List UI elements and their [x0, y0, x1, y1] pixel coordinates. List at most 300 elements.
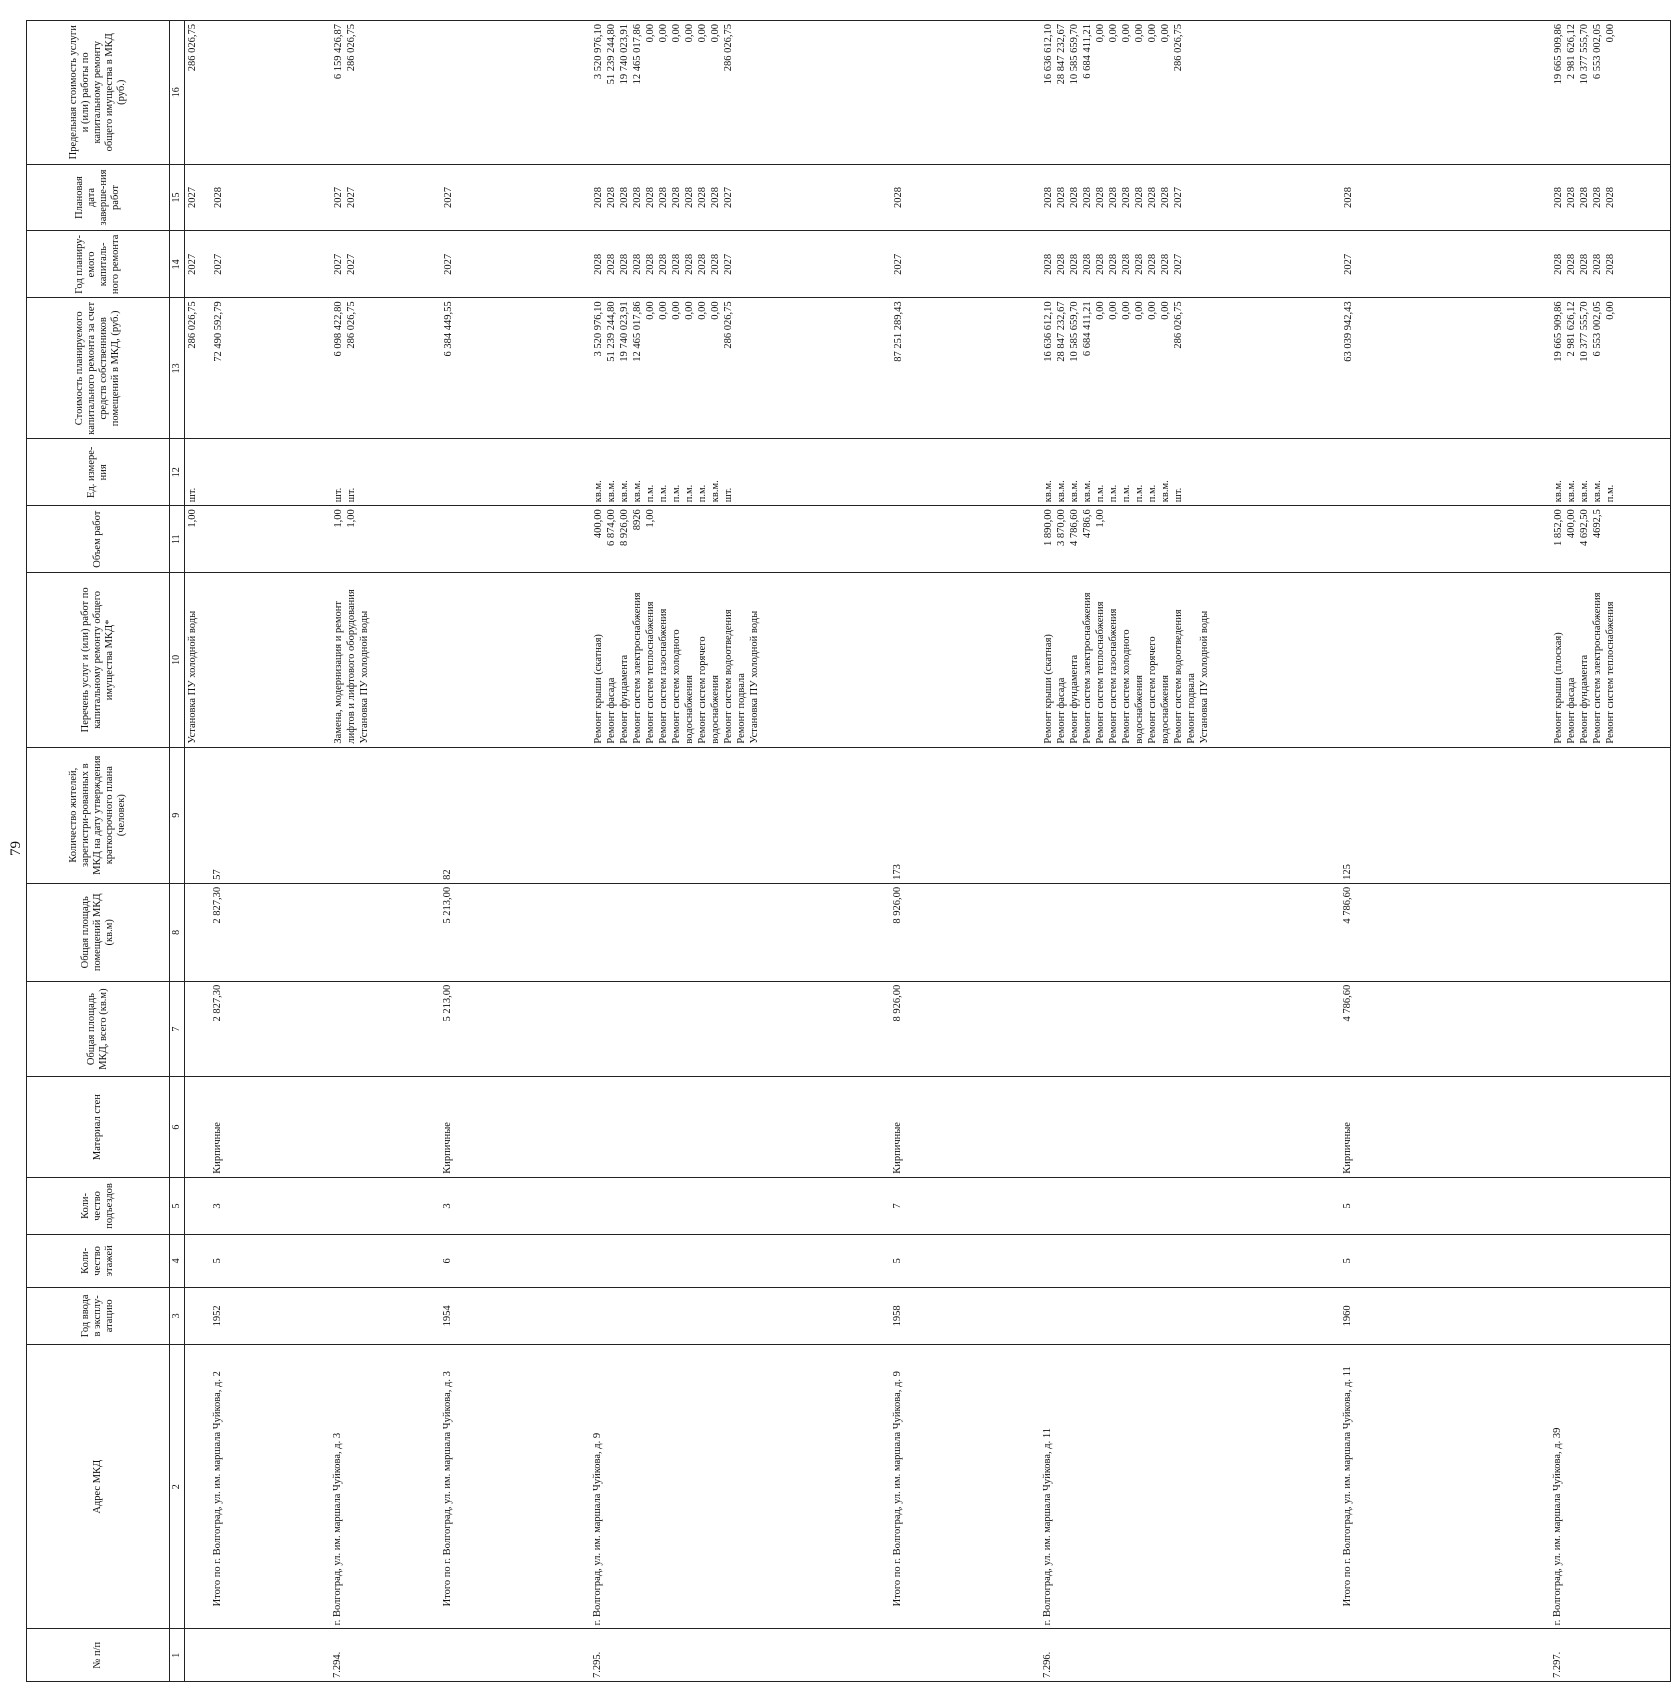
- cell-y15-line: 2028: [1042, 186, 1054, 208]
- cell-cost-line: 0,00: [696, 301, 708, 320]
- cell-res: [1551, 747, 1671, 883]
- cell-mat: [591, 1077, 891, 1177]
- cell-unit: [891, 439, 1041, 506]
- cell-y14-line: 2028: [657, 253, 669, 275]
- cell-lim-line: 12 465 017,86: [631, 24, 643, 85]
- cell-year: [1551, 1287, 1671, 1344]
- cell-cost-line: 2 981 626,12: [1565, 301, 1577, 357]
- cell-lim: [185, 21, 211, 165]
- cell-cost-line: 0,00: [1094, 301, 1106, 320]
- cell-vol: [1341, 506, 1551, 573]
- cell-lim-line: 0,00: [709, 24, 721, 43]
- column-number-row: [170, 21, 185, 1682]
- column-number-15: 15: [170, 164, 185, 231]
- cell-y15: [211, 164, 331, 231]
- cell-y15-line: 2028: [683, 186, 695, 208]
- cell-vol-line: 4 786,60: [1068, 509, 1080, 546]
- cell-area: [331, 981, 441, 1077]
- cell-unit-line: п.м.: [644, 484, 656, 503]
- cell-year: [591, 1287, 891, 1344]
- cell-unit-line: п.м.: [1604, 484, 1616, 503]
- cell-y14: [185, 231, 211, 298]
- cell-lim-line: 16 636 612,10: [1042, 24, 1054, 85]
- cell-y15-line: 2028: [892, 186, 904, 208]
- cell-unit-line: кв.м.: [1042, 480, 1054, 503]
- table-row: [1041, 21, 1341, 1682]
- cell-unit: [1341, 439, 1551, 506]
- cell-y15-line: 2027: [722, 186, 734, 208]
- cell-works-line: Установка ПУ холодной воды: [358, 610, 370, 744]
- cell-lim-line: 286 026,75: [1172, 24, 1184, 72]
- cell-cost: [1041, 298, 1341, 439]
- cell-works-line: Ремонт систем холодного водоснабжения: [1120, 629, 1145, 744]
- header-row: [27, 21, 170, 1682]
- cell-cost-line: 6 098 422,80: [332, 301, 344, 357]
- cell-y14-line: 2028: [1159, 253, 1171, 275]
- cell-unit: [591, 439, 891, 506]
- cell-lim-line: 51 239 244,80: [605, 24, 617, 85]
- cell-unit-line: п.м.: [1146, 484, 1158, 503]
- cell-fl: [1041, 1235, 1341, 1288]
- cell-works-line: Ремонт фундамента: [1578, 654, 1590, 744]
- cell-vol-line: 400,00: [1565, 509, 1577, 539]
- cell-works: [441, 573, 591, 747]
- cell-res: 125: [1341, 747, 1551, 883]
- cell-lim-line: 0,00: [657, 24, 669, 43]
- column-header-8: Общая площадь помещений МКД (кв.м): [27, 883, 170, 981]
- cell-cost-line: 0,00: [670, 301, 682, 320]
- cell-y14-line: 2028: [618, 253, 630, 275]
- cell-lim-line: 3 520 976,10: [592, 24, 604, 80]
- cell-lim-line: 0,00: [1094, 24, 1106, 43]
- cell-vol-line: 4786,6: [1081, 509, 1093, 539]
- cell-year: [1041, 1287, 1341, 1344]
- column-number-10: 10: [170, 573, 185, 747]
- cell-lim-line: 6 684 411,21: [1081, 24, 1093, 79]
- column-number-5: 5: [170, 1177, 185, 1234]
- cell-cost-line: 0,00: [1107, 301, 1119, 320]
- cell-works-line: Ремонт систем водоотведения: [1172, 609, 1184, 744]
- cell-y14-line: 2028: [1565, 253, 1577, 275]
- cell-unit-line: кв.м.: [1081, 480, 1093, 503]
- column-number-2: 2: [170, 1345, 185, 1629]
- cell-unit-line: кв.м.: [605, 480, 617, 503]
- cell-addr: [185, 1345, 211, 1629]
- cell-works-line: Ремонт крыши (плоская): [1552, 632, 1564, 744]
- cell-ent: 3: [441, 1177, 591, 1234]
- cell-y15-line: 2028: [1342, 186, 1354, 208]
- cell-cost-line: 0,00: [644, 301, 656, 320]
- cell-y14: [891, 231, 1041, 298]
- cell-y14-line: 2027: [1342, 253, 1354, 275]
- cell-y14: [1341, 231, 1551, 298]
- cell-works-line: Ремонт систем теплоснабжения: [1094, 601, 1106, 744]
- cell-vol-line: 3 870,00: [1055, 509, 1067, 546]
- cell-y15: [1551, 164, 1671, 231]
- cell-vol: [441, 506, 591, 573]
- cell-unit-line: кв.м.: [1068, 480, 1080, 503]
- column-header-2: Адрес МКД: [27, 1345, 170, 1629]
- cell-y15: [591, 164, 891, 231]
- cell-area2: 5 213,00: [441, 883, 591, 981]
- cell-lim: [1041, 21, 1341, 165]
- cell-lim-line: 0,00: [1120, 24, 1132, 43]
- cell-works-line: Ремонт фасада: [1055, 677, 1067, 744]
- cell-vol: [211, 506, 331, 573]
- cell-y15-line: 2028: [1578, 186, 1590, 208]
- cell-area: 2 827,30: [211, 981, 331, 1077]
- cell-addr: Итого по г. Волгоград, ул. им. маршала Чуйкова, д. 3: [441, 1345, 591, 1629]
- cell-works-line: Ремонт систем горячего водоснабжения: [1146, 636, 1171, 744]
- cell-y15-line: 2028: [1068, 186, 1080, 208]
- cell-cost-line: 0,00: [709, 301, 721, 320]
- cell-y15-line: 2028: [618, 186, 630, 208]
- cell-works-line: Ремонт систем электроснабжения: [1591, 592, 1603, 744]
- cell-y14-line: 2028: [1552, 253, 1564, 275]
- cell-lim-line: 19 665 909,86: [1552, 24, 1564, 85]
- cell-year: [331, 1287, 441, 1344]
- cell-unit-line: кв.м.: [1565, 480, 1577, 503]
- cell-vol: [891, 506, 1041, 573]
- cell-works-line: Ремонт систем холодного водоснабжения: [670, 629, 695, 744]
- cell-unit-line: п.м.: [1107, 484, 1119, 503]
- cell-year: 1958: [891, 1287, 1041, 1344]
- cell-y14-line: 2027: [892, 253, 904, 275]
- cell-cost-line: 28 847 232,67: [1055, 301, 1067, 362]
- cell-addr: г. Волгоград, ул. им. маршала Чуйкова, д. 9: [591, 1345, 891, 1629]
- cell-works-line: Установка ПУ холодной воды: [1198, 610, 1210, 744]
- cell-cost-line: 10 585 659,70: [1068, 301, 1080, 362]
- cell-vol-line: 1,00: [1094, 509, 1106, 528]
- cell-y14-line: 2028: [631, 253, 643, 275]
- cell-unit-line: п.м.: [1094, 484, 1106, 503]
- column-number-16: 16: [170, 21, 185, 165]
- cell-y15-line: 2028: [592, 186, 604, 208]
- cell-area: [185, 981, 211, 1077]
- cell-vol-line: 1,00: [187, 509, 198, 528]
- cell-cost: [185, 298, 211, 439]
- page-number: 79: [8, 841, 24, 856]
- cell-vol-line: 4692,5: [1591, 509, 1603, 539]
- cell-y14-line: 2028: [644, 253, 656, 275]
- cell-unit-line: шт.: [722, 487, 734, 503]
- cell-works-line: Ремонт фасада: [1565, 677, 1577, 744]
- cell-fl: 5: [211, 1235, 331, 1288]
- cell-year: 1960: [1341, 1287, 1551, 1344]
- cell-works-line: Ремонт фасада: [605, 677, 617, 744]
- cell-cost-line: 0,00: [1120, 301, 1132, 320]
- cell-fl: [331, 1235, 441, 1288]
- column-header-3: Год ввода в эксплу-атацию: [27, 1287, 170, 1344]
- cell-unit-line: п.м.: [670, 484, 682, 503]
- cell-res: [591, 747, 891, 883]
- cell-ent: 3: [211, 1177, 331, 1234]
- cell-lim-line: 6 553 002,05: [1591, 24, 1603, 80]
- cell-mat: Кирпичные: [1341, 1077, 1551, 1177]
- cell-lim-line: 286 026,75: [187, 24, 198, 72]
- cell-works-line: Ремонт фундамента: [1068, 654, 1080, 744]
- cell-cost-line: 51 239 244,80: [605, 301, 617, 362]
- cell-y15-line: 2028: [1133, 186, 1145, 208]
- cell-y15: [331, 164, 441, 231]
- cell-area2: [185, 883, 211, 981]
- cell-y15-line: 2027: [187, 186, 198, 208]
- cell-works-line: Ремонт крыши (скатная): [1042, 634, 1054, 744]
- cell-y14: [211, 231, 331, 298]
- cell-unit-line: кв.м.: [1159, 480, 1171, 503]
- column-number-3: 3: [170, 1287, 185, 1344]
- cell-y14-line: 2027: [212, 253, 224, 275]
- cell-works: [1341, 573, 1551, 747]
- cell-lim-line: 286 026,75: [345, 24, 357, 72]
- cell-lim-line: 286 026,75: [722, 24, 734, 72]
- cell-area2: [591, 883, 891, 981]
- cell-works-line: Ремонт систем горячего водоснабжения: [696, 636, 721, 744]
- cell-cost-line: 6 384 449,55: [442, 301, 454, 357]
- cell-works: [185, 573, 211, 747]
- cell-n: 7.297.: [1551, 1629, 1671, 1682]
- cell-y14-line: 2028: [1107, 253, 1119, 275]
- cell-fl: 5: [891, 1235, 1041, 1288]
- cell-res: [1041, 747, 1341, 883]
- cell-cost-line: 3 520 976,10: [592, 301, 604, 357]
- cell-lim: [591, 21, 891, 165]
- cell-lim-line: 0,00: [1146, 24, 1158, 43]
- cell-y15-line: 2027: [332, 186, 344, 208]
- cell-unit-line: шт.: [1172, 487, 1184, 503]
- cell-lim-line: 0,00: [696, 24, 708, 43]
- cell-res: 57: [211, 747, 331, 883]
- cell-cost-line: 12 465 017,86: [631, 301, 643, 362]
- cell-unit-line: кв.м.: [1055, 480, 1067, 503]
- cell-y15-line: 2028: [644, 186, 656, 208]
- cell-cost: [1341, 298, 1551, 439]
- table-row: [1551, 21, 1671, 1682]
- cell-mat: [1551, 1077, 1671, 1177]
- cell-y14-line: 2027: [187, 253, 198, 275]
- cell-vol-line: 8 926,00: [618, 509, 630, 546]
- cell-works: [891, 573, 1041, 747]
- cell-lim: [1551, 21, 1671, 165]
- cell-cost-line: 6 553 002,05: [1591, 301, 1603, 357]
- cell-addr: г. Волгоград, ул. им. маршала Чуйкова, д. 39: [1551, 1345, 1671, 1629]
- cell-lim: [891, 21, 1041, 165]
- cell-y15: [185, 164, 211, 231]
- table-row: [211, 21, 331, 1682]
- cell-unit-line: кв.м.: [1591, 480, 1603, 503]
- cell-cost-line: 0,00: [1133, 301, 1145, 320]
- cell-res: [331, 747, 441, 883]
- table-row: [1341, 21, 1551, 1682]
- cell-cost-line: 0,00: [1146, 301, 1158, 320]
- cell-mat: Кирпичные: [211, 1077, 331, 1177]
- cell-y14-line: 2028: [1081, 253, 1093, 275]
- cell-unit-line: п.м.: [1133, 484, 1145, 503]
- cell-addr: Итого по г. Волгоград, ул. им. маршала Чуйкова, д. 2: [211, 1345, 331, 1629]
- cell-vol-line: 1,00: [644, 509, 656, 528]
- cell-n: [441, 1629, 591, 1682]
- cell-fl: 6: [441, 1235, 591, 1288]
- cell-res: 173: [891, 747, 1041, 883]
- cell-y15-line: 2028: [1604, 186, 1616, 208]
- cell-y15-line: 2028: [1094, 186, 1106, 208]
- cell-n: 7.296.: [1041, 1629, 1341, 1682]
- cell-y15: [891, 164, 1041, 231]
- cell-works: [1041, 573, 1341, 747]
- cell-y14-line: 2028: [1591, 253, 1603, 275]
- column-header-13: Стоимость планируемого капитального ремонта за счет средств собственников помещений в МКД, (руб.): [27, 298, 170, 439]
- cell-works-line: Ремонт систем электроснабжения: [1081, 592, 1093, 744]
- column-number-13: 13: [170, 298, 185, 439]
- cell-vol-line: 4 692,50: [1578, 509, 1590, 546]
- cell-y15-line: 2028: [631, 186, 643, 208]
- cell-cost-line: 286 026,75: [1172, 301, 1184, 349]
- cell-unit-line: шт.: [187, 487, 198, 503]
- cell-vol-line: 8926: [631, 509, 643, 531]
- cell-works-line: Установка ПУ холодной воды: [187, 610, 198, 744]
- cell-fl: [591, 1235, 891, 1288]
- repair-plan-table: [26, 20, 1671, 1682]
- cell-unit-line: п.м.: [683, 484, 695, 503]
- cell-works-line: Ремонт систем электроснабжения: [631, 592, 643, 744]
- cell-vol: [185, 506, 211, 573]
- cell-y14-line: 2028: [709, 253, 721, 275]
- cell-cost: [1551, 298, 1671, 439]
- cell-n: 7.295.: [591, 1629, 891, 1682]
- cell-cost: [441, 298, 591, 439]
- cell-n: [185, 1629, 211, 1682]
- cell-cost-line: 16 636 612,10: [1042, 301, 1054, 362]
- cell-ent: [1041, 1177, 1341, 1234]
- cell-y15-line: 2028: [212, 186, 224, 208]
- cell-y15-line: 2028: [657, 186, 669, 208]
- cell-unit: [211, 439, 331, 506]
- column-header-4: Коли-чество этажей: [27, 1235, 170, 1288]
- column-number-14: 14: [170, 231, 185, 298]
- cell-area: [591, 981, 891, 1077]
- cell-lim-line: 10 377 555,70: [1578, 24, 1590, 85]
- column-header-9: Количество жителей, зарегистри-рованных в МКД на дату утверждения краткосрочного плана (человек): [27, 747, 170, 883]
- cell-cost-line: 0,00: [683, 301, 695, 320]
- column-header-10: Перечень услуг и (или) работ по капитальному ремонту общего имущества МКД*: [27, 573, 170, 747]
- cell-fl: [1551, 1235, 1671, 1288]
- cell-lim-line: 0,00: [1133, 24, 1145, 43]
- table-row: [441, 21, 591, 1682]
- cell-unit-line: кв.м.: [709, 480, 721, 503]
- cell-vol: [1551, 506, 1671, 573]
- cell-works-line: Ремонт систем теплоснабжения: [1604, 601, 1616, 744]
- cell-ent: 7: [891, 1177, 1041, 1234]
- cell-y15-line: 2027: [1172, 186, 1184, 208]
- cell-y14-line: 2028: [1042, 253, 1054, 275]
- cell-vol-line: 1 852,00: [1552, 509, 1564, 546]
- cell-cost-line: 286 026,75: [187, 301, 198, 349]
- cell-mat: Кирпичные: [441, 1077, 591, 1177]
- cell-mat: [185, 1077, 211, 1177]
- cell-unit-line: п.м.: [696, 484, 708, 503]
- column-number-7: 7: [170, 981, 185, 1077]
- cell-lim-line: 0,00: [670, 24, 682, 43]
- cell-y15-line: 2028: [696, 186, 708, 208]
- cell-area2: [331, 883, 441, 981]
- cell-cost-line: 63 039 942,43: [1342, 301, 1354, 362]
- cell-n: [1341, 1629, 1551, 1682]
- cell-unit-line: п.м.: [657, 484, 669, 503]
- cell-works-line: Ремонт систем водоотведения: [722, 609, 734, 744]
- cell-y14-line: 2028: [683, 253, 695, 275]
- cell-y14-line: 2027: [332, 253, 344, 275]
- table-row: [891, 21, 1041, 1682]
- cell-y15-line: 2027: [442, 186, 454, 208]
- cell-cost-line: 72 490 592,79: [212, 301, 224, 362]
- cell-lim-line: 0,00: [644, 24, 656, 43]
- cell-addr: Итого по г. Волгоград, ул. им. маршала Чуйкова, д. 9: [891, 1345, 1041, 1629]
- cell-works-line: Ремонт систем газоснабжения: [1107, 608, 1119, 744]
- cell-unit: [331, 439, 441, 506]
- cell-unit-line: кв.м.: [1552, 480, 1564, 503]
- column-header-12: Ед. измере-ния: [27, 439, 170, 506]
- cell-y14-line: 2027: [1172, 253, 1184, 275]
- cell-lim: [1341, 21, 1551, 165]
- table-row: [185, 21, 211, 1682]
- cell-y15: [1341, 164, 1551, 231]
- column-header-1: № п/п: [27, 1629, 170, 1682]
- cell-cost-line: 286 026,75: [722, 301, 734, 349]
- column-number-8: 8: [170, 883, 185, 981]
- cell-area2: 4 786,60: [1341, 883, 1551, 981]
- cell-fl: 5: [1341, 1235, 1551, 1288]
- cell-vol-line: 400,00: [592, 509, 604, 539]
- cell-vol: [331, 506, 441, 573]
- cell-area2: [1551, 883, 1671, 981]
- cell-y14-line: 2028: [1146, 253, 1158, 275]
- column-number-9: 9: [170, 747, 185, 883]
- cell-works-line: Ремонт систем газоснабжения: [657, 608, 669, 744]
- cell-unit-line: кв.м.: [1578, 480, 1590, 503]
- cell-lim-line: 10 585 659,70: [1068, 24, 1080, 85]
- cell-addr: г. Волгоград, ул. им. маршала Чуйкова, д. 11: [1041, 1345, 1341, 1629]
- cell-y14-line: 2028: [1578, 253, 1590, 275]
- cell-unit-line: шт.: [345, 487, 357, 503]
- cell-y15-line: 2028: [1055, 186, 1067, 208]
- cell-works: [331, 573, 441, 747]
- column-number-12: 12: [170, 439, 185, 506]
- cell-y14-line: 2028: [1120, 253, 1132, 275]
- cell-area2: 8 926,00: [891, 883, 1041, 981]
- cell-n: 7.294.: [331, 1629, 441, 1682]
- cell-cost-line: 0,00: [1604, 301, 1616, 320]
- cell-works-line: Ремонт систем теплоснабжения: [644, 601, 656, 744]
- cell-cost: [331, 298, 441, 439]
- cell-y14-line: 2028: [670, 253, 682, 275]
- cell-y14-line: 2028: [1094, 253, 1106, 275]
- cell-cost-line: 286 026,75: [345, 301, 357, 349]
- cell-y15-line: 2028: [709, 186, 721, 208]
- column-number-4: 4: [170, 1235, 185, 1288]
- cell-y14-line: 2027: [722, 253, 734, 275]
- cell-cost-line: 87 251 289,43: [892, 301, 904, 362]
- cell-works-line: Ремонт подвала: [735, 673, 747, 744]
- column-number-6: 6: [170, 1077, 185, 1177]
- cell-lim-line: 0,00: [1159, 24, 1171, 43]
- cell-fl: [185, 1235, 211, 1288]
- cell-y15-line: 2028: [1146, 186, 1158, 208]
- cell-y15: [441, 164, 591, 231]
- cell-y14-line: 2027: [345, 253, 357, 275]
- column-header-16: Предельная стоимость услуги и (или) работы по капитальному ремонту общего имущества в МКД (руб.): [27, 21, 170, 165]
- cell-y14: [1041, 231, 1341, 298]
- cell-area: [1551, 981, 1671, 1077]
